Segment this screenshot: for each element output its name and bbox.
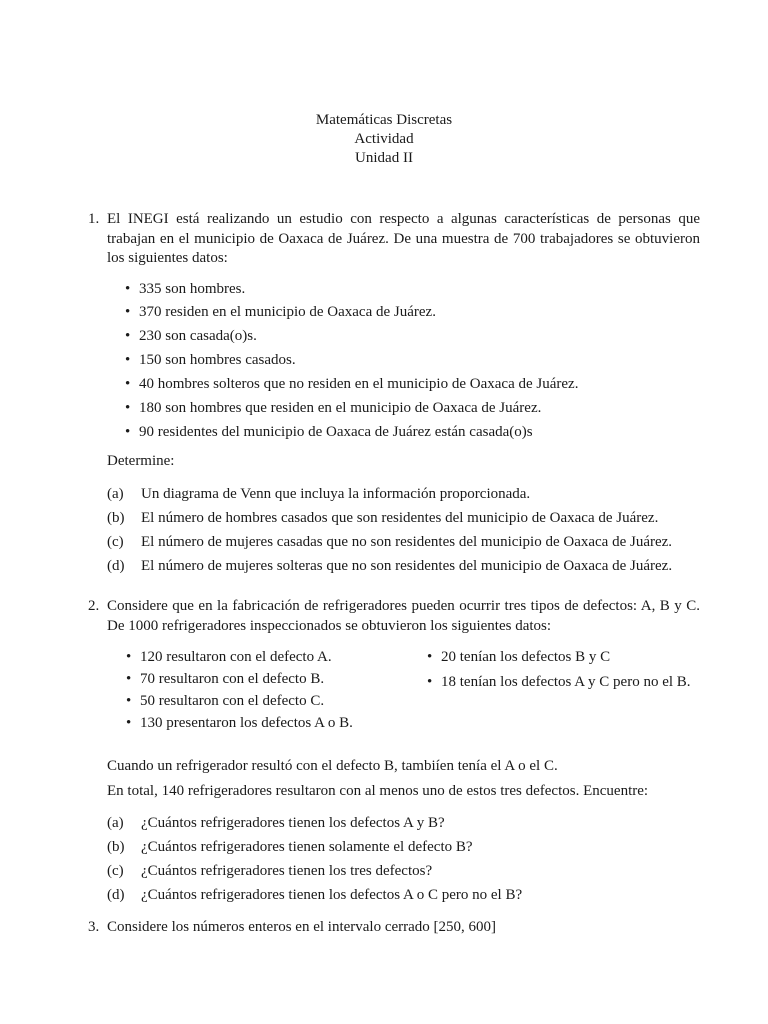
sub-question-text: El número de hombres casados que son residentes del municipio de Oaxaca de Juárez. — [141, 509, 659, 526]
unit-title: Unidad II — [355, 150, 413, 166]
question-intro: El INEGI está realizando un estudio con respecto a algunas características de personas que trabajan en el municipio de Oaxaca de Juárez. De una muestra de 700 trabajadores se obtuvieron los siguientes datos: — [107, 211, 700, 266]
sub-question — [107, 557, 700, 576]
list-item: • 50 resultaron con el defecto C. — [126, 692, 416, 711]
sub-question-text: ¿Cuántos refrigeradores tienen solamente el defecto B? — [141, 839, 473, 856]
question-intro: Considere los números enteros en el intervalo cerrado [250, 600] — [107, 919, 497, 935]
question-number: 1. — [88, 211, 100, 227]
sub-question — [107, 862, 707, 881]
list-item: • 335 son hombres. — [125, 280, 700, 299]
list-item: • 230 son casada(o)s. — [125, 327, 700, 346]
sub-question — [107, 533, 700, 552]
sub-question-label: (c) — [107, 863, 124, 880]
list-item: • 70 resultaron con el defecto B. — [126, 670, 416, 689]
sub-questions — [107, 485, 700, 576]
sub-question-text: El número de mujeres solteras que no son residentes del municipio de Oaxaca de Juárez. — [141, 558, 673, 575]
sub-question-label: (b) — [107, 509, 125, 526]
sub-question-label: (b) — [107, 839, 125, 856]
sub-question-label: (c) — [107, 534, 124, 551]
determine-label: Determine: — [107, 453, 175, 470]
data-list — [125, 280, 700, 442]
data-list-right — [427, 648, 702, 691]
sub-question-text: Un diagrama de Venn que incluya la información proporcionada. — [141, 485, 531, 502]
paragraph: En total, 140 refrigeradores resultaron con al menos uno de estos tres defectos. Encuentre: — [107, 782, 649, 799]
sub-question — [107, 485, 700, 504]
list-item: • 180 son hombres que residen en el municipio de Oaxaca de Juárez. — [125, 399, 700, 418]
list-item: • 370 residen en el municipio de Oaxaca de Juárez. — [125, 303, 700, 322]
sub-question-text: ¿Cuántos refrigeradores tienen los tres defectos? — [141, 863, 433, 880]
list-item: • 20 tenían los defectos B y C — [427, 648, 702, 667]
document-header — [0, 111, 768, 168]
list-item: • 120 resultaron con el defecto A. — [126, 648, 416, 667]
question-1 — [90, 210, 700, 576]
list-item: • 40 hombres solteros que no residen en el municipio de Oaxaca de Juárez. — [125, 375, 700, 394]
question-intro: Considere que en la fabricación de refrigeradores pueden ocurrir tres tipos de defectos: A, B y C. De 1000 refrigeradores inspeccionados se obtuvieron los siguientes datos: — [107, 598, 700, 634]
sub-question — [107, 886, 707, 905]
list-item: • 130 presentaron los defectos A o B. — [126, 714, 416, 733]
sub-questions — [107, 814, 707, 905]
sub-question — [107, 509, 700, 528]
question-number: 3. — [88, 919, 100, 935]
list-item: • 150 son hombres casados. — [125, 351, 700, 370]
question-number: 2. — [88, 598, 100, 614]
sub-question-label: (d) — [107, 558, 125, 575]
question-2-body — [107, 757, 707, 905]
sub-question — [107, 814, 707, 833]
sub-question-text: ¿Cuántos refrigeradores tienen los defectos A o C pero no el B? — [141, 887, 523, 904]
sub-question-text: ¿Cuántos refrigeradores tienen los defectos A y B? — [141, 815, 445, 831]
data-list-left — [126, 648, 416, 732]
sub-question-label: (a) — [107, 485, 124, 502]
paragraph: Cuando un refrigerador resultó con el defecto B, tambiíen tenía el A o el C. — [107, 758, 558, 774]
course-title: Matemáticas Discretas — [315, 112, 453, 128]
question-2 — [90, 597, 700, 636]
list-item: • 18 tenían los defectos A y C pero no el B. — [427, 673, 702, 692]
sub-question-label: (d) — [107, 887, 125, 904]
sub-question — [107, 838, 707, 857]
list-item: • 90 residentes del municipio de Oaxaca de Juárez están casada(o)s — [125, 423, 700, 442]
sub-question-label: (a) — [107, 815, 124, 831]
sub-question-text: El número de mujeres casadas que no son residentes del municipio de Oaxaca de Juárez. — [141, 534, 673, 551]
activity-title: Actividad — [354, 131, 414, 147]
question-3 — [90, 918, 700, 937]
